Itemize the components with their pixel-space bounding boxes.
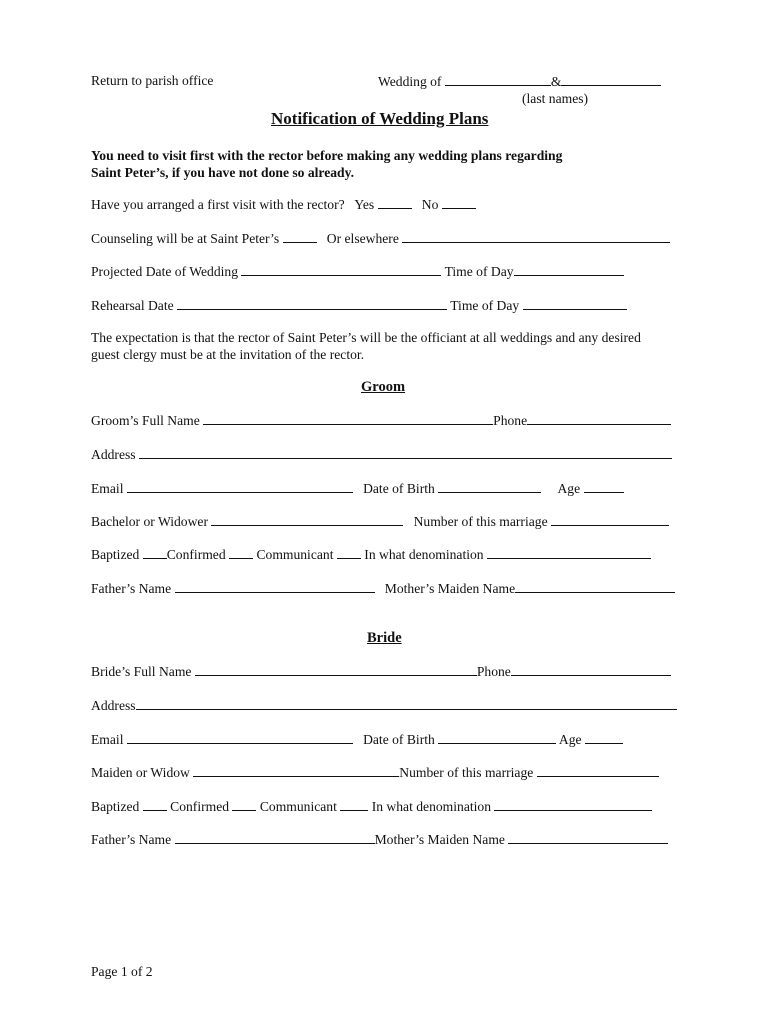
rehearsal-date-row — [91, 297, 627, 314]
groom-full-name-label: Groom’s Full Name — [91, 413, 200, 428]
bride-address-label: Address — [91, 698, 136, 713]
groom-mother-label: Mother’s Maiden Name — [384, 581, 516, 596]
bride-mother-field[interactable] — [508, 831, 668, 844]
groom-marriage-number-label: Number of this marriage — [413, 514, 548, 529]
page-number: Page 1 of 2 — [91, 964, 153, 979]
counseling-label: Counseling will be at Saint Peter’s — [91, 231, 280, 246]
bride-faith-row — [91, 798, 652, 815]
groom-status-row — [91, 513, 669, 530]
counseling-elsewhere-field[interactable] — [402, 230, 670, 243]
groom-confirmed-label: Confirmed — [166, 547, 226, 562]
groom-status-label: Bachelor or Widower — [91, 514, 208, 529]
projected-time-field[interactable] — [514, 263, 624, 276]
return-instruction: Return to parish office — [91, 73, 214, 88]
bride-full-name-label: Bride’s Full Name — [91, 664, 192, 679]
first-visit-row — [91, 196, 476, 213]
groom-parents-row — [91, 580, 675, 597]
groom-father-field[interactable] — [175, 580, 375, 593]
groom-father-label: Father’s Name — [91, 581, 172, 596]
groom-address-field[interactable] — [139, 446, 672, 459]
counseling-row — [91, 230, 670, 247]
bride-parents-row — [91, 831, 668, 848]
groom-communicant-label: Communicant — [256, 547, 334, 562]
projected-time-label: Time of Day — [444, 264, 514, 279]
groom-status-field[interactable] — [211, 513, 403, 526]
bride-denomination-field[interactable] — [494, 798, 652, 811]
groom-dob-label: Date of Birth — [363, 481, 435, 496]
groom-age-label: Age — [557, 481, 581, 496]
bride-status-label: Maiden or Widow — [91, 765, 190, 780]
rehearsal-time-label: Time of Day — [450, 298, 520, 313]
yes-label: Yes — [354, 197, 375, 212]
last-names-note: (last names) — [522, 91, 589, 106]
projected-date-label: Projected Date of Wedding — [91, 264, 239, 279]
groom-email-field[interactable] — [127, 480, 353, 493]
bride-father-field[interactable] — [175, 831, 375, 844]
bride-status-field[interactable] — [193, 764, 399, 777]
rehearsal-date-label: Rehearsal Date — [91, 298, 174, 313]
bride-email-row — [91, 731, 623, 748]
bride-marriage-number-label: Number of this marriage — [399, 765, 534, 780]
bride-father-label: Father’s Name — [91, 832, 172, 847]
bride-communicant-label: Communicant — [259, 799, 337, 814]
rehearsal-date-field[interactable] — [177, 297, 447, 310]
bride-age-label: Age — [558, 732, 582, 747]
projected-date-row — [91, 263, 624, 280]
bride-confirmed-field[interactable] — [232, 798, 256, 811]
groom-age-field[interactable] — [584, 480, 624, 493]
bride-status-row — [91, 764, 659, 781]
bride-email-field[interactable] — [127, 731, 353, 744]
groom-heading: Groom — [361, 379, 406, 395]
groom-phone-field[interactable] — [527, 412, 671, 425]
groom-last-name-field[interactable] — [445, 73, 551, 86]
intro-line-1: You need to visit first with the rector before making any wedding plans regarding — [91, 148, 563, 163]
bride-mother-label: Mother’s Maiden Name — [374, 832, 505, 847]
ampersand: & — [550, 74, 562, 89]
bride-full-name-field[interactable] — [195, 663, 477, 676]
groom-faith-row — [91, 546, 651, 563]
bride-denomination-label: In what denomination — [371, 799, 492, 814]
bride-phone-label: Phone — [476, 664, 511, 679]
bride-last-name-field[interactable] — [561, 73, 661, 86]
projected-date-field[interactable] — [241, 263, 441, 276]
expectation-line-2: guest clergy must be at the invitation of the rector. — [91, 347, 365, 362]
yes-field[interactable] — [378, 196, 412, 209]
groom-confirmed-field[interactable] — [229, 546, 253, 559]
groom-denomination-label: In what denomination — [364, 547, 484, 562]
bride-phone-field[interactable] — [511, 663, 671, 676]
bride-age-field[interactable] — [585, 731, 623, 744]
wedding-of-line — [378, 73, 661, 90]
rehearsal-time-field[interactable] — [523, 297, 627, 310]
bride-baptized-label: Baptized — [91, 799, 140, 814]
wedding-of-label: Wedding of — [378, 74, 442, 89]
bride-dob-field[interactable] — [438, 731, 556, 744]
groom-address-row — [91, 446, 672, 463]
first-visit-question: Have you arranged a first visit with the rector? — [91, 197, 345, 212]
groom-communicant-field[interactable] — [337, 546, 361, 559]
bride-name-row — [91, 663, 671, 680]
bride-marriage-number-field[interactable] — [537, 764, 659, 777]
no-field[interactable] — [442, 196, 476, 209]
intro-line-2: Saint Peter’s, if you have not done so already. — [91, 165, 355, 180]
groom-dob-field[interactable] — [438, 480, 541, 493]
groom-full-name-field[interactable] — [203, 412, 493, 425]
groom-baptized-label: Baptized — [91, 547, 140, 562]
expectation-line-1: The expectation is that the rector of Saint Peter’s will be the officiant at all weddings and any desired — [91, 330, 641, 345]
bride-confirmed-label: Confirmed — [170, 799, 230, 814]
no-label: No — [421, 197, 439, 212]
bride-communicant-field[interactable] — [340, 798, 368, 811]
elsewhere-label: Or elsewhere — [326, 231, 399, 246]
groom-phone-label: Phone — [493, 413, 528, 428]
groom-address-label: Address — [91, 447, 136, 462]
groom-name-row — [91, 412, 671, 429]
groom-baptized-field[interactable] — [143, 546, 167, 559]
bride-baptized-field[interactable] — [143, 798, 167, 811]
groom-email-row — [91, 480, 624, 497]
bride-address-field[interactable] — [136, 697, 677, 710]
bride-heading: Bride — [367, 630, 402, 646]
bride-dob-label: Date of Birth — [363, 732, 435, 747]
groom-marriage-number-field[interactable] — [551, 513, 669, 526]
bride-address-row — [91, 697, 677, 714]
counseling-st-peters-field[interactable] — [283, 230, 317, 243]
page-title: Notification of Wedding Plans — [271, 109, 489, 128]
bride-email-label: Email — [91, 732, 124, 747]
groom-denomination-field[interactable] — [487, 546, 651, 559]
groom-email-label: Email — [91, 481, 124, 496]
groom-mother-field[interactable] — [515, 580, 675, 593]
